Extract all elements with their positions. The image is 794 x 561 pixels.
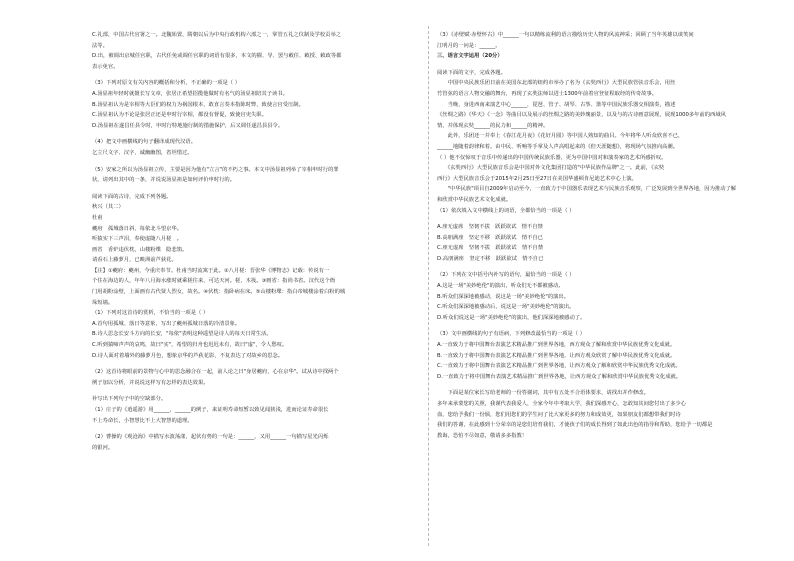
text-line: （3）《赤壁赋·赤壁怀古》中______一句以精练流利的语言描绘历史人物的风流神采；回顾了当年英雄以谈笑间 [437,32,694,38]
text-line: D.出，被调出京城任官职，古代任免或调任官职的词语有很多，本文的擢、导、罢与敕任、敕授、敕政等都 [92,53,342,60]
text-line: 西行》大型民族音乐会于2015年2月25日至27日在美国华盛顿肯尼迪艺术中心上演。 [437,175,637,182]
text-line: 垛短墙。 [92,299,114,306]
text-line: 下面是某位家长写给老师的一份答谢词，其中有五处不合语体要求，请找出并作修改。 [437,390,649,397]
text-line: B.诗人思念长安斗方向的长安，"每依"表明这种遥望是诗人的每天日常生活。 [92,331,272,338]
text-line: 教诲，恐怕不尽如意，敬请多多指教！ [437,432,528,439]
text-line: （1）依次填入文中横线上的词语，全都恰当的一项是（ ） [437,207,575,214]
text-line: B.汤显祖认为是宰相等大臣们的权力为祸国根本，敢直言奏本指陈时弊，致使言官受压制。 [92,101,304,108]
text-line: 门用胡粉涂壁，上面画有古代贤人烈女，故名。④伏枕：指卧病在床。⑤山楼粉堞：指白帝城楼涂着白粉的城 [92,289,346,296]
text-line: 状，请列出其中的一条，并说说汤显祖是如何评价申时行的。 [92,177,236,184]
text-line: 《丝绸之路》《华天》《一念》等曲目以及展示的丝绸之路的美妙瑰丽景，以及与的古诗画意展现，展现1000多年前的西域风 [437,112,726,119]
text-line: 【注】①夔府：夔州，今重庆奉节。杜甫当时流寓于此。②八月槎：晋张华《博物志》记载：传说有一 [92,267,330,274]
text-line: （2）下列在文中括号内补写的语句，最恰当的一项是（ ） [437,272,575,279]
text-line: （2）这首诗将眼前的景物与心中的思念融合在一起，前人论之曰"身居夔府，心在京华"。试从诗中找两个 [92,369,339,376]
text-line: （3）文中画横线的句子有语病，下列修改最恰当的一项是（ ） [437,331,586,338]
text-line: 听猿实下三声泪，奉使虚随八月槎 。 [92,236,183,243]
text-line: 《玄奘西行》大型民族音乐会是中国对外文化集团打造的"中华民族作品牌"之一。此前，《玄奘 [437,165,665,172]
text-line: C.礼部，中国古代官署之一。北魏始置，隋朝以后为中央行政机构六部之一，掌管五礼之仪制及学校贡举之 [92,32,342,38]
text-line: 的银河。 [92,444,114,451]
text-line: 和欣赏中华民族艺术文化成就。 [437,196,512,203]
text-line: （1）下列对这首诗的赏析，不恰当的一项是（ ） [92,310,209,317]
text-line: 竹管弦的语言人物交融的舞台，再现了玄奘法师以进士1300年前着官登征程取经的传奇故事。 [437,90,658,97]
text-line: 表示免官。 [92,63,119,70]
text-line: 中国中央民族乐团日前在美国东北部的纽约市举办了名为《玄奘西行》大型民族管弦音乐会，用丝 [437,80,676,87]
text-line: D.高朋满座 坚定不移 跃跃欲试 情不自已 [437,255,544,262]
text-line: 阅读下面的古诗，完成下列各题。 [92,193,172,200]
text-line: 此外，乐团还一并奉上《春江花月夜》《花好月圆》等中国人熟知的曲目。今年将华人听众欣喜不已， [437,133,684,140]
text-line: （5）安家之所以为汤显祖立传，主要是因为他有"立言"的不朽之事。本文中汤显祖列举了宰相申时行的罪 [92,166,339,173]
text-line: 多年来承蒙您的关照，我谨代表我爱人，全家今年中考取大学，我们深感开心，怎敢知其间您付出了多少心 [437,401,686,407]
text-line: B.听众们深深地被感动，说这是一场"美妙绝伦"的演出。 [437,293,570,300]
text-line: C.听众们深深地被感动后，说这是一场"美妙绝伦"的演出。 [437,304,575,311]
column-divider [428,26,429,546]
text-line: D.汤显祖在遂昌任县令时，申时行特地施行制的措施保护，后又调任遂昌县县令。 [92,122,284,129]
left-column [92,30,412,542]
text-line: 杜甫 [92,214,103,221]
text-line: D.听众们说这是一场"美妙绝伦"的演出，他们深深地被感动了。 [437,314,586,321]
text-line: （4）把文中画横线的句子翻译成现代汉语。 [92,139,197,146]
text-line: 例子加以分析，并说说这样写有怎样的表达效果。 [92,379,209,386]
text-line: （ ）他不仅惊叹于音乐中传递出的中国传统民族乐器，更为中国中国对和演奏家的艺术所感折叹。 [437,154,667,161]
text-line: C.一直致力于将中国舞台表演艺术精品推广到世界各地，让西方观众了解和欣赏中华民族优秀文化成就。 [437,363,681,370]
text-line: A.座无虚席 坚韧不拔 跃跃欲试 情不自禁 [437,224,543,231]
text-line: 阅读下面的文字，完成各题。 [437,69,506,76]
text-line: 法等。 [92,42,108,49]
text-line: A.一直致力于将中国舞台表演艺术精品推广到世界各地，西方观众了解和欣赏中华民族优秀文化成就。 [437,342,676,349]
text-line: C.汤显祖认为不论是张居正还是申时行宰相，都没有督促，致使官吏失职。 [92,112,267,119]
text-line: 请看石上藤萝月，已映洲前芦荻花。 [92,257,177,264]
right-column [437,30,761,542]
text-line: 画省 香炉违伏枕，山楼粉堞 隐悲笳。 [92,246,188,253]
text-line: （3）下列对原文有关内容的概括和分析，不正确的一项是（ ） [92,80,241,87]
text-line: 情，并体现玄奘______的民力和______的精神。 [437,122,549,129]
text-line: D.一直致力于将中国舞台表演艺术精品推广到世界各地，让西方观众了解和欣赏中华民族优秀文化成就。 [437,373,682,380]
text-line: 江明月的一问是：______。 [437,42,501,49]
text-line: 当晚，身进西南来演艺中心______，琵琶、管子、胡琴、古筝、箫等中国民族乐器交相演奏，描述 [437,101,676,108]
text-line: A.首句用孤城、落日等意象，写出了夔州孤城日落的冷清景象。 [92,320,241,327]
text-line: 我们的答谢，在此感到十分荣幸的是您们培育我们，才使孩子们的成长得到了如此出色的指导和帮助，您给予一切都是 [437,422,713,429]
text-line: 血，您给予我们一份颁，您们用您们的学生问了比大家更多的努力和成效更，如果朋友们都想带我们时诗 [437,411,681,418]
text-line: D.诗人面对着墙外的藤萝月色，想象京华的芦荻花影，不复表达了对故乡的思念。 [92,352,284,359]
text-line: B.一直致力于将中国舞台表演艺术精品推广到世界各地，让西方观众欣赏了解中华民族优秀文化成就。 [437,352,676,359]
text-line: "中华民族"项目自2009年启动至今，一直致力于中国器乐表现艺术与民族音乐观察，广泛发展到全世界各地，因为推动了解 [437,186,737,193]
text-line: （2）曹操的《观沧海》中描写水波荡漾，起伏有势的一句是：______，又用______一句描写星光闪烁 [92,434,329,441]
text-line: 夔府 孤城落日斜，每依北斗望京华。 [92,225,183,232]
text-line: C.座无虚席 坚韧不拔 跃跃欲试 情不自禁 [437,245,544,252]
text-line: 补写出下列句子中的空缺部分。 [92,396,167,403]
text-line: （1）庄子的《逍遥游》用______，______的例子，来证明寿命短暂以致见闻狭浅，进而论证寿命很长 [92,407,329,413]
text-line: 个住在海边的人，年年八月海水涨时就乘槎往来，可达天河。槎，木筏。③画省：指尚书省。汉代这个衙 [92,278,336,285]
text-line: 不上寿命长，小智慧比不上大智慧的道理。 [92,417,193,424]
text-line: B.高朋满座 坚定不移 跃跃欲试 情不自已 [437,234,543,241]
text-line: 乞立尺文字、汉字，诚幽幽图，省坦惜过。 [92,149,193,156]
text-line: ______地随着韵律和着。由中民、听响等手掌及人声高唱起来的《但天涯随想》，将现场气氛推向高潮。 [437,143,679,150]
text-line: A.这是一场"美妙绝伦"的演出，听众们无不都被感动。 [437,283,564,290]
text-line: C.听到猿啼声声的哀鸣，故曰"实"，希望的归舟也迟迟未有，故曰"虚"，令人愁叹。 [92,342,288,349]
text-line: 三、语言文字运用（20分） [437,53,503,60]
text-line: A.汤显祖年轻时就擅长写文章，张居正希望招揽他做时有名气的汤显祖陪其子读书。 [92,90,288,97]
text-line: 秋兴（其二） [92,204,124,211]
